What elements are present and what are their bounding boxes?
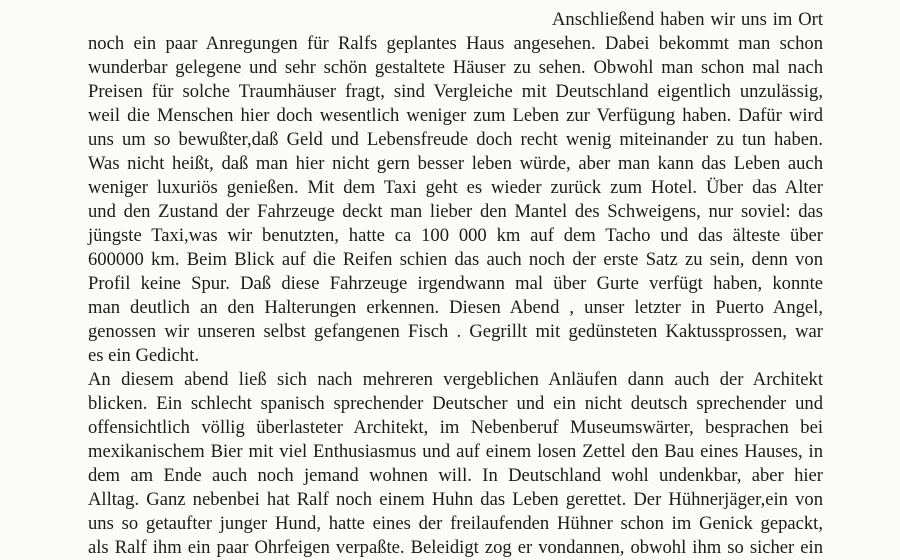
text-line: An diesem abend ließ sich nach mehreren vergeblichen Anläufen dann auch der Architekt xyxy=(88,369,823,390)
text-line: es ein Gedicht. xyxy=(88,345,200,366)
text-line: mexikanischem Bier mit viel Enthusiasmus und auf einem losen Zettel den Bau eines Hauses, in xyxy=(88,441,823,462)
text-line: offensichtlich völlig überlasteter Architekt, im Nebenberuf Museumswärter, besprachen bei xyxy=(88,417,823,438)
text-line: wunderbar gelegene und sehr schön gestaltete Häuser zu sehen. Obwohl man schon mal nach xyxy=(88,57,823,78)
text-line: genossen wir unseren selbst gefangenen Fisch . Gegrillt mit gedünsteten Kaktussprossen, war xyxy=(88,321,823,342)
text-line: noch ein paar Anregungen für Ralfs geplantes Haus angesehen. Dabei bekommt man schon xyxy=(88,33,823,54)
text-line: weniger luxuriös genießen. Mit dem Taxi geht es wieder zurück zum Hotel. Über das Alter xyxy=(88,177,823,198)
text-line: uns so getaufter junger Hund, hatte eines der freilaufenden Hühner schon im Genick gepackt, xyxy=(88,513,823,534)
text-line: Alltag. Ganz nebenbei hat Ralf noch einem Huhn das Leben gerettet. Der Hühnerjäger,ein von xyxy=(88,489,823,510)
text-line: uns um so bewußter,daß Geld und Lebensfreude doch recht wenig miteinander zu tun haben. xyxy=(88,129,823,150)
text-line: Profil keine Spur. Daß diese Fahrzeuge irgendwann mal über Gurte verfügt haben, konnte xyxy=(88,273,823,294)
text-line: Was nicht heißt, daß man hier nicht gern besser leben würde, aber man kann das Leben auch xyxy=(88,153,823,174)
text-line: man deutlich an den Halterungen erkennen. Diesen Abend , unser letzter in Puerto Angel, xyxy=(88,297,823,318)
text-line: dem am Ende auch noch jemand wohnen will. In Deutschland wohl undenkbar, aber hier xyxy=(88,465,823,486)
text-line: und den Zustand der Fahrzeuge deckt man lieber den Mantel des Schweigens, nur soviel: das xyxy=(88,201,823,222)
text-line: als Ralf ihm ein paar Ohrfeigen verpaßte. Beleidigt zog er vondannen, obwohl ihm so sicher ein xyxy=(88,537,823,558)
text-line: Preisen für solche Traumhäuser fragt, sind Vergleiche mit Deutschland eigentlich unzulässig, xyxy=(88,81,823,102)
text-line: blicken. Ein schlecht spanisch sprechender Deutscher und ein nicht deutsch sprechender und xyxy=(88,393,823,414)
text-line: 600000 km. Beim Blick auf die Reifen schien das auch noch der erste Satz zu sein, denn von xyxy=(88,249,823,270)
text-line: Anschließend haben wir uns im Ort xyxy=(552,9,823,30)
text-line: weil die Menschen hier doch wesentlich weniger zum Leben zur Verfügung haben. Dafür wird xyxy=(88,105,823,126)
text-line: jüngste Taxi,was wir benutzten, hatte ca 100 000 km auf dem Tacho und das älteste über xyxy=(88,225,823,246)
